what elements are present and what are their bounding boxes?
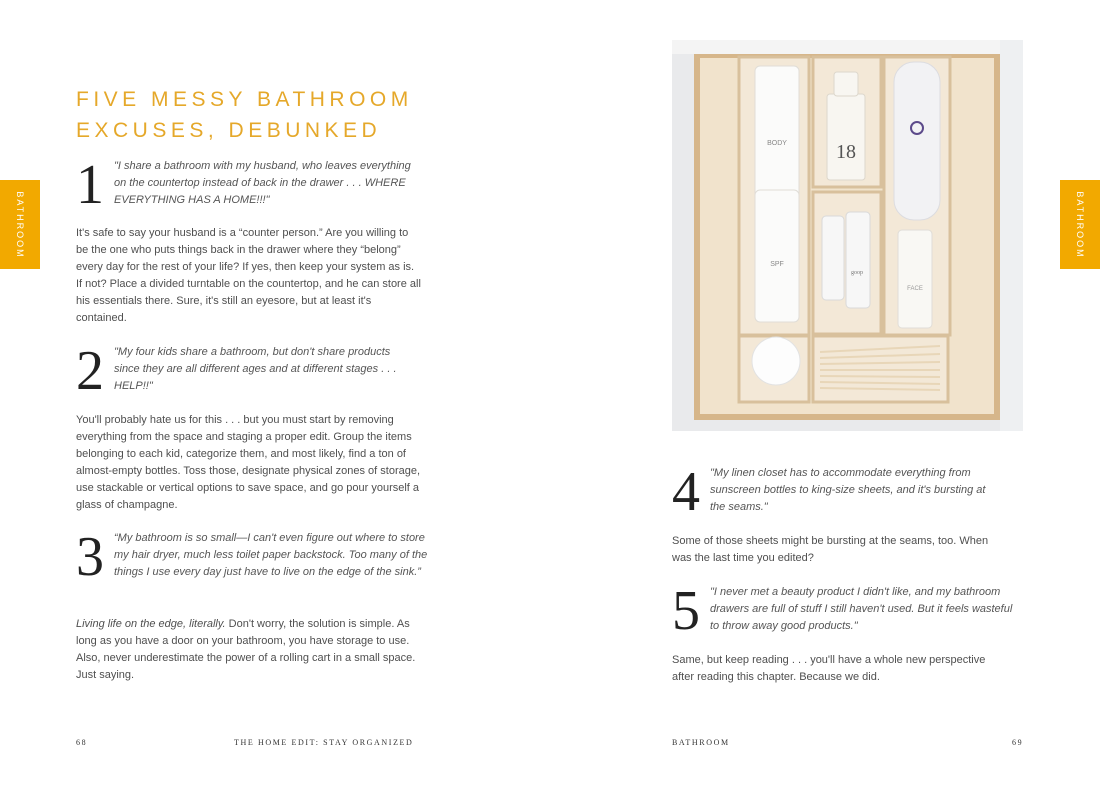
excuse-5-number: 5 [672,580,700,642]
excuse-3-number: 3 [76,526,104,588]
excuse-2-answer: You'll probably hate us for this . . . but you must start by removing everything from the space and staging a proper edit. Group the items belonging to each kid, categorize them, and most likely, find a ton of almost-empty bottles. Toss those, designate physical zones of storage, use stackable or vertical options to save space, and go pour yourself a glass of champagne. [76,414,421,511]
bottle-18-label: 18 [836,141,856,163]
chapter-tab-right-label: BATHROOM [1075,190,1085,259]
face-tube-label: FACE [907,286,923,292]
excuse-1-quote [76,154,416,216]
excuse-4-answer: Some of those sheets might be bursting at the seams, too. When was the last time you edited? [672,535,989,564]
right-running-title: BATHROOM [672,738,730,747]
page-title-line-1: FIVE MESSY BATHROOM [76,88,413,111]
excuse-1-answer: It's safe to say your husband is a “counter person.” Are you willing to be the one who puts things back in the drawer where they “belong” every day for the rest of your life? If yes, then keep your system as is. If not? Place a divided turntable on the countertop, and he can store all his essentials there. Sure, it's still an eyesore, but at least it's contained. [76,227,421,324]
excuse-5-quote [672,580,1024,642]
goop-label: goop [851,270,863,276]
excuse-4-quote-text: "My linen closet has to accommodate everything from sunscreen bottles to king-size sheets, and it's bursting at the seams." [710,467,986,513]
right-page-number: 69 [1012,738,1024,747]
excuse-5-answer: Same, but keep reading . . . you'll have a whole new perspective after reading this chapter. Because we did. [672,654,986,683]
excuse-1-number: 1 [76,154,104,216]
left-page-number: 68 [76,738,88,747]
excuse-3-answer [76,616,428,684]
tube-body-label: BODY [767,140,787,147]
drawer-organizer-photo [672,40,1023,431]
excuse-2-quote [76,340,406,402]
excuse-1-quote-text: "I share a bathroom with my husband, who leaves everything on the countertop instead of back in the drawer . . . WHERE EVERYTHING HAS A HOME!!!" [114,160,411,206]
left-running-title: THE HOME EDIT: STAY ORGANIZED [234,738,414,747]
excuse-4-quote [672,461,1002,523]
chapter-tab-left-label: BATHROOM [15,190,25,259]
excuse-4-number: 4 [672,461,700,523]
excuse-5-quote-text: "I never met a beauty product I didn't like, and my bathroom drawers are full of stuff I still haven't used. But it feels wasteful to throw away good products." [710,586,1013,632]
tube-spf-label: SPF [770,261,784,268]
page-title [76,84,436,146]
excuse-3-quote [76,526,428,588]
excuse-3-answer-italic: Living life on the edge, literally. [76,618,226,630]
excuse-2-quote-text: "My four kids share a bathroom, but don't share products since they are all different ages and at different stages . . . HELP!!" [114,346,397,392]
excuse-3-quote-text: “My bathroom is so small—I can't even figure out where to store my hair dryer, much less toilet paper backstock. Too many of the things I use every day just have to live on the edge of the sink.” [114,532,428,578]
chapter-tab-left [0,180,40,269]
excuse-3-answer-text: Don't worry, the solution is simple. As long as you have a door on your bathroom, you have storage to use. Also, never underestimate the power of a rolling cart in a small space. Just saying. [76,618,416,681]
chapter-tab-right [1060,180,1100,269]
page-title-line-2: EXCUSES, DEBUNKED [76,119,382,142]
excuse-2-number: 2 [76,340,104,402]
